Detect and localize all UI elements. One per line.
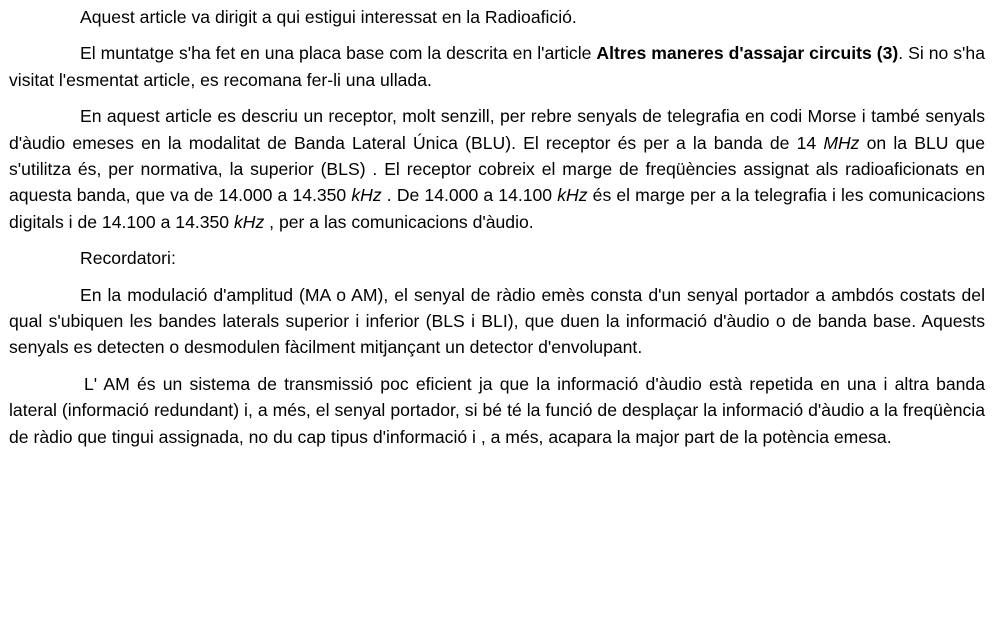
paragraph-receptor <box>9 103 985 235</box>
unit-khz-1: kHz <box>351 185 382 206</box>
paragraph-am-efficiency: L' AM és un sistema de transmissió poc eficient ja que la informació d'àudio està repetida en una i altra banda lateral (informació redundant) i, a més, el senyal portador, si bé té la funció de desplaçar la informació d'àudio a la freqüència de ràdio que tingui assignada, no du cap tipus d'informació i , a més, acapara la major part de la potència emesa. <box>9 373 985 447</box>
paragraph-reminder-heading: Recordatori: <box>80 248 176 269</box>
paragraph-assembly-text-2: . Si no s'ha visitat l'esmentat article, es recomana fer-li una ullada. <box>9 43 985 90</box>
unit-khz-2: kHz <box>557 185 588 206</box>
unit-khz-3: kHz <box>233 211 265 232</box>
paragraph-assembly-text-1: El muntatge s'ha fet en una placa base com la descrita en l'article <box>80 43 597 64</box>
receptor-text-1: En aquest article es descriu un receptor, molt senzill, per rebre senyals de telegrafia en codi Morse i també senyals d'àudio emeses en la modalitat de Banda Lateral Única (BLU). El receptor és per a la banda de 14 <box>9 106 985 153</box>
unit-mhz: MHz <box>823 132 860 153</box>
receptor-text-2: on la BLU que s'utilitza és, per normativa, la superior (BLS) . El receptor cobreix el marge de freqüències assignat als radioaficionats en aquesta banda, que va de 14.000 a 14.350 <box>9 132 985 206</box>
paragraph-assembly <box>9 40 985 93</box>
article-reference-link[interactable]: Altres maneres d'assajar circuits (3) <box>596 43 899 64</box>
paragraph-intro: Aquest article va dirigit a qui estigui interessat en la Radioafició. <box>80 7 577 27</box>
receptor-text-5: , per a las comunicacions d'àudio. <box>264 211 534 232</box>
paragraph-am-modulation: En la modulació d'amplitud (MA o AM), el senyal de ràdio emès consta d'un senyal portador a ambdós costats del qual s'ubiquen les bandes laterals superior i inferior (BLS i BLI), que duen la informació d'àudio o de banda base. Aquests senyals es detecten o desmodulen fàcilment mitjançant un detector d'envolupant. <box>9 284 985 358</box>
article-body <box>9 4 985 460</box>
receptor-text-4: és el marge per a la telegrafia i les comunicacions digitals i de 14.100 a 14.350 <box>9 185 985 232</box>
receptor-text-3: . De 14.000 a 14.100 <box>381 185 558 206</box>
